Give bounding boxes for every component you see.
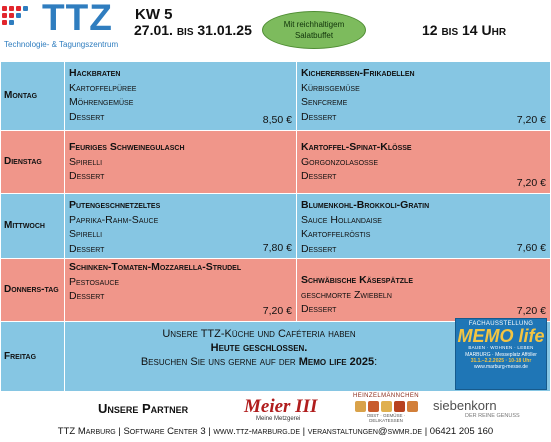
dish-side: Kürbisgemüse: [301, 81, 360, 94]
dish-title: Feuriges Schweinegulasch: [69, 141, 185, 153]
header: [0, 0, 551, 62]
partners-label: Unsere Partner: [98, 401, 189, 416]
dish-title: Hackbraten: [69, 67, 121, 79]
day-row-thursday: [1, 259, 550, 322]
menu-cell: [297, 62, 550, 130]
produce-icon: [355, 401, 366, 412]
siebenkorn-logo[interactable]: siebenkorn: [433, 398, 497, 413]
memo-tagline: BAUEN · WOHNEN · LEBEN: [468, 345, 534, 350]
dish-side: Gorgonzolasosse: [301, 155, 379, 168]
dish-side: Pestosauce: [69, 275, 120, 288]
logo-subtitle: Technologie- & Tagungszentrum: [4, 40, 119, 49]
memo-life-logo: MEMO life: [457, 326, 545, 346]
calendar-week: KW 5: [135, 6, 173, 23]
menu-cell: [65, 62, 297, 130]
day-row-wednesday: [1, 194, 550, 259]
dish-title: Schwäbische Käsespätzle: [301, 274, 414, 286]
dish-side: Spirelli: [69, 228, 103, 240]
dish-side: Sauce Hollandaise: [301, 213, 382, 226]
dish-price: 7,80 €: [262, 241, 292, 254]
dish-title: Putengeschnetzeltes: [69, 199, 161, 211]
menu-cell: [65, 194, 297, 258]
memo-info: MARBURG · Messeplatz Afföller 31.1.–2.2.2025 · 10-18 Uhr www.marburg-messe.de: [465, 352, 537, 370]
dish-price: 7,20 €: [516, 304, 546, 317]
produce-icon: [381, 401, 392, 412]
dish-title: Blumenkohl-Brokkoli-Gratin: [301, 199, 430, 211]
dish-title: Kartoffel-Spinat-Klösse: [301, 141, 412, 153]
dish-side: Paprika-Rahm-Sauce: [69, 213, 159, 226]
notice-line: Unsere TTZ-Küche und Caféteria haben: [162, 328, 356, 340]
dish-side: Kartoffelpüree: [69, 81, 137, 94]
dish-title: Schinken-Tomaten-Mozzarella-Strudel: [69, 261, 242, 273]
memo-top-label: FACHAUSSTELLUNG: [468, 321, 534, 327]
dish-side: Dessert: [69, 170, 105, 182]
notice-line-bold: Heute geschlossen.: [210, 342, 308, 354]
heinzel-title: HEINZELMÄNNCHEN: [352, 393, 419, 399]
opening-hours: 12 bis 14 Uhr: [422, 22, 507, 38]
dish-price: 7,20 €: [516, 176, 546, 189]
dish-side: Dessert: [69, 242, 105, 255]
dish-side: Dessert: [301, 303, 337, 315]
dish-side: Dessert: [69, 290, 105, 302]
notice-line: Besuchen Sie uns gerne auf der Memo life 2025:: [140, 356, 378, 368]
dish-price: 7,60 €: [516, 241, 546, 254]
day-label: Dienstag: [1, 131, 65, 193]
dish-side: Senfcreme: [301, 96, 348, 108]
produce-icon: [394, 401, 405, 412]
meier-subtitle: Meine Metzgerei: [256, 416, 301, 422]
day-row-monday: [1, 62, 550, 131]
dish-side: Spirelli: [69, 155, 103, 168]
dish-side: Dessert: [301, 242, 337, 255]
produce-icon: [407, 401, 418, 412]
dish-side: Kartoffelröstis: [301, 228, 371, 240]
produce-icons: [350, 401, 422, 412]
dish-side: Möhrengemüse: [69, 96, 134, 108]
dish-price: 8,50 €: [262, 113, 292, 126]
produce-icon: [368, 401, 379, 412]
menu-cell: [65, 259, 297, 321]
meier-logo[interactable]: Meier III: [244, 396, 318, 417]
dish-side: Dessert: [301, 110, 337, 123]
heinzelmaennchen-logo[interactable]: [350, 393, 422, 423]
day-label: Mittwoch: [1, 194, 65, 258]
date-range: 27.01. bis 31.01.25: [134, 22, 252, 38]
heinzel-subtitle: OBST · GEMÜSE · DELIKATESSEN: [366, 413, 406, 423]
ttz-logo[interactable]: [2, 2, 152, 50]
dish-side: geschmorte Zwiebeln: [301, 288, 392, 301]
dish-side: Dessert: [69, 110, 105, 123]
logo-dots-icon: [2, 6, 38, 34]
logo-text: TTZ: [42, 0, 113, 38]
menu-cell: [297, 194, 550, 258]
dish-title: Kichererbsen-Frikadellen: [301, 67, 415, 79]
salad-buffet-badge: Mit reichhaltigem Salatbuffet: [262, 11, 366, 49]
dish-price: 7,20 €: [262, 304, 292, 317]
friday-closed-notice: [65, 322, 453, 391]
menu-cell: [297, 259, 550, 321]
day-row-tuesday: [1, 131, 550, 194]
dish-side: Dessert: [301, 170, 337, 182]
day-label: Montag: [1, 62, 65, 130]
day-label: Donners-tag: [1, 259, 65, 321]
memo-life-ad[interactable]: [455, 318, 547, 390]
menu-cell: [297, 131, 550, 193]
siebenkorn-subtitle: DER REINE GENUSS: [465, 413, 520, 419]
day-label: Freitag: [1, 322, 65, 391]
footer-contact: TTZ Marburg | Software Center 3 | www.ttz-marburg.de | veranstaltungen@swmr.de | 06421 205 160: [57, 426, 494, 437]
menu-cell: [65, 131, 297, 193]
dish-price: 7,20 €: [516, 113, 546, 126]
